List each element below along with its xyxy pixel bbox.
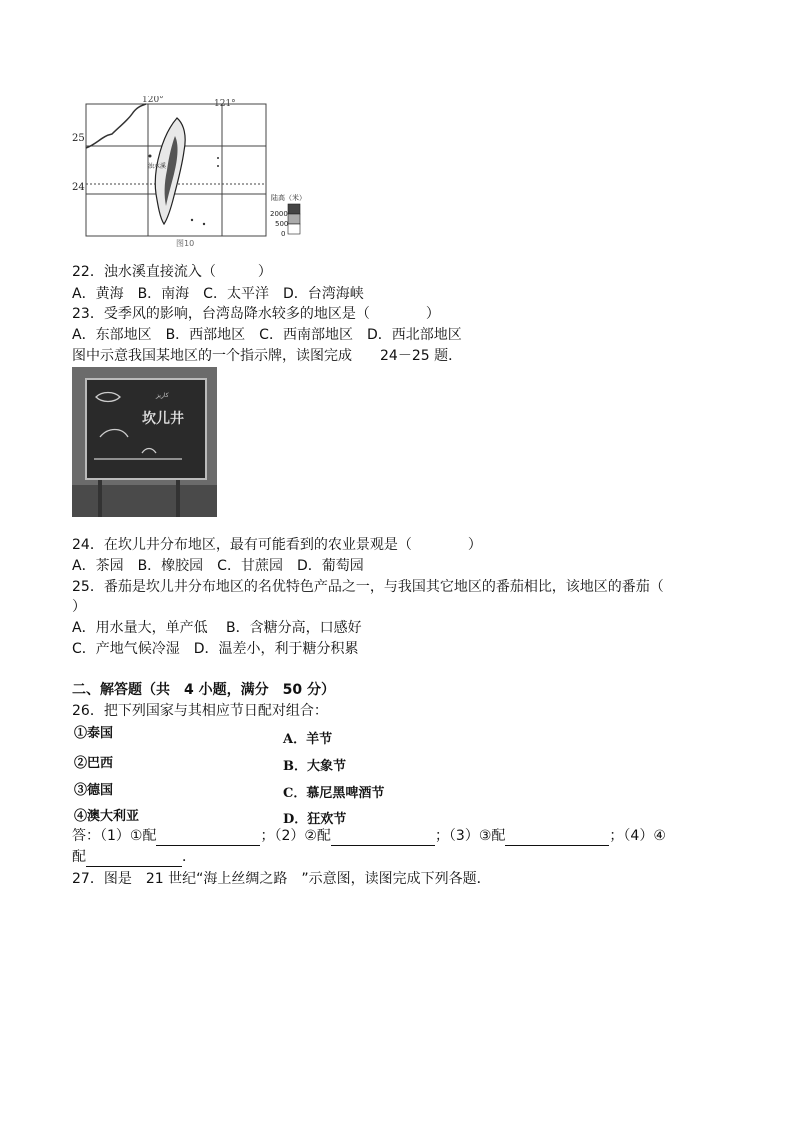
q23-options: A．东部地区 B．西部地区 C．西南部地区 D．西北部地区	[72, 327, 462, 343]
answer-2-prefix: ；（2）②配	[260, 828, 331, 844]
answer-blank-4[interactable]	[86, 850, 182, 867]
legend-2000: 2000	[270, 210, 288, 218]
q22-options: A．黄海 B．南海 C．太平洋 D．台湾海峡	[72, 286, 364, 302]
answer-blank-1[interactable]	[156, 829, 260, 846]
lat-label-25: 25	[72, 133, 85, 144]
taiwan-map	[72, 96, 308, 248]
lon-label-121: 121°	[214, 99, 236, 109]
answer-4-prefix: ；（4）④	[609, 828, 666, 844]
answer-4-pei: 配	[72, 849, 86, 865]
q24-options: A．茶园 B．橡胶园 C．甘蔗园 D．葡萄园	[72, 558, 364, 574]
country-brazil: ②巴西	[74, 756, 114, 771]
festival-b: B．大象节	[283, 759, 346, 774]
legend-title: 陆高（米）	[271, 194, 306, 202]
q24-stem: 24．在坎儿井分布地区，最有可能看到的农业景观是（ ）	[72, 537, 482, 553]
answer-blank-2[interactable]	[331, 829, 435, 846]
section2-heading: 二、解答题（共 4 小题，满分 50 分）	[72, 682, 335, 698]
lat-label-24: 24	[72, 182, 85, 193]
karez-sign-photo	[72, 367, 217, 517]
legend-0: 0	[281, 230, 286, 238]
q26-stem: 26．把下列国家与其相应节日配对组合：	[72, 703, 328, 719]
river-label: 浊水溪	[148, 163, 167, 170]
q27-stem: 27．图是 21 世纪“海上丝绸之路 ”示意图，读图完成下列各题．	[72, 871, 491, 887]
answer-3-prefix: ；（3）③配	[434, 828, 506, 844]
q25-stem: 25．番茄是坎儿井分布地区的名优特色产品之一，与我国其它地区的番茄相比，该地区的番茄（	[72, 579, 664, 595]
intro-24-25: 图中示意我国某地区的一个指示牌，读图完成 24－25 题．	[72, 348, 463, 364]
q23-stem: 23．受季风的影响，台湾岛降水较多的地区是（ ）	[72, 306, 440, 322]
festival-d: D．狂欢节	[283, 812, 347, 827]
figure-caption: 图10	[176, 239, 195, 248]
q26-answer-line1	[72, 826, 666, 846]
answer-end: ．	[182, 849, 196, 865]
festival-c: C．慕尼黑啤酒节	[283, 786, 385, 801]
answer-blank-3[interactable]	[505, 829, 609, 846]
country-germany: ③德国	[74, 783, 114, 798]
lon-label-120: 120°	[142, 96, 164, 105]
q25-stem-end: ）	[72, 599, 86, 615]
q25-options-2: C．产地气候冷湿 D．温差小，利于糖分积累	[72, 641, 359, 657]
karez-sign	[72, 367, 217, 517]
country-thailand: ①泰国	[74, 726, 114, 741]
q26-answer-line2	[72, 847, 196, 867]
q25-options-1: A．用水量大，单产低 B．含糖分高，口感好	[72, 620, 362, 636]
q22-stem: 22．浊水溪直接流入（ ）	[72, 264, 272, 280]
festival-a: A．羊节	[283, 732, 333, 747]
legend-500: 500	[275, 220, 289, 228]
taiwan-map-figure	[72, 96, 308, 248]
country-australia: ④澳大利亚	[74, 809, 140, 824]
sign-title: 坎儿井	[142, 411, 184, 427]
svg-text:ﻛﺎﺭﯾﺰ: ﻛﺎﺭﯾﺰ	[156, 392, 169, 399]
answer-1-prefix: 答：（1）①配	[72, 828, 157, 844]
